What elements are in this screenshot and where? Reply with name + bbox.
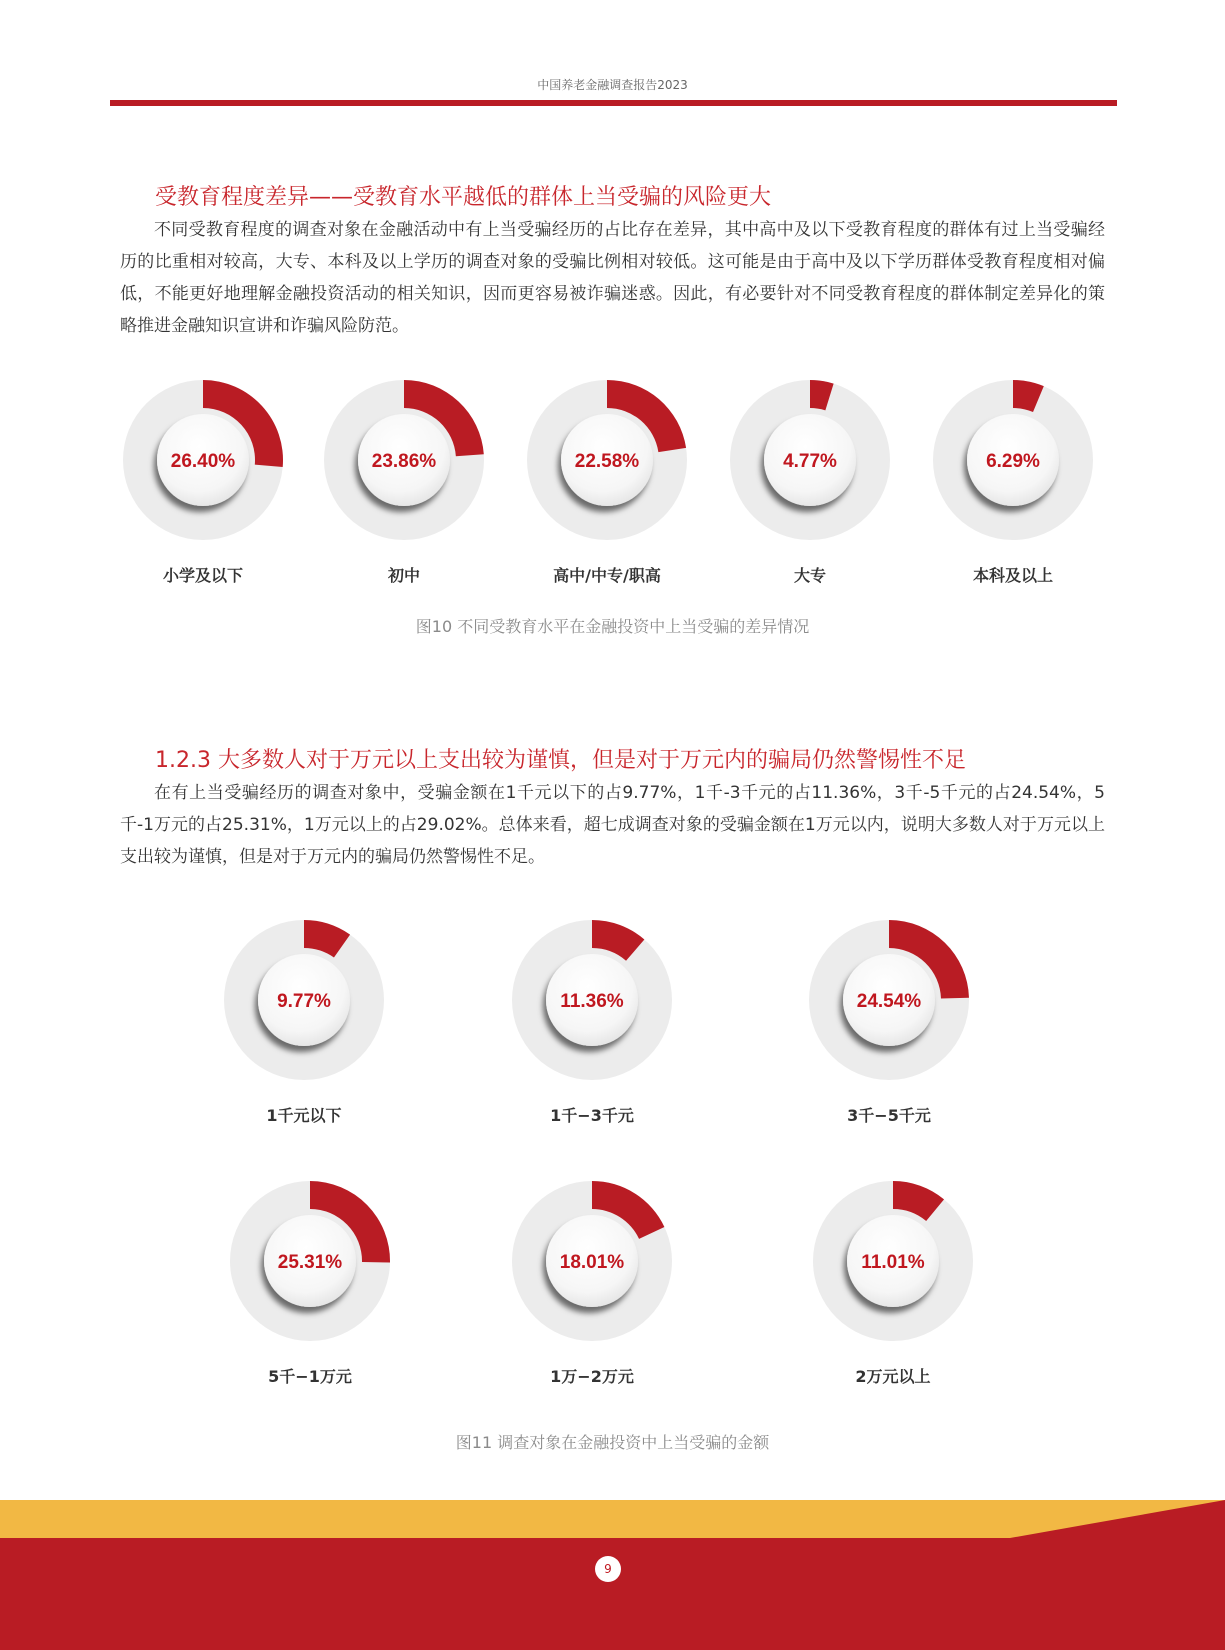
donut-value-label: 4.77%: [783, 451, 837, 472]
donut-category-label: 1万−2万元: [550, 1367, 634, 1386]
donut-value-label: 18.01%: [559, 1252, 625, 1273]
donut-chart: [923, 370, 1103, 550]
donut-category-label: 2万元以上: [855, 1367, 931, 1386]
donut-chart: [517, 370, 697, 550]
donut-value-label: 11.36%: [560, 991, 624, 1012]
figure-11-caption: 图11 调查对象在金融投资中上当受骗的金额: [455, 1433, 770, 1452]
donut-chart: [720, 370, 900, 550]
donut-value-label: 6.29%: [986, 451, 1040, 472]
donut-chart: [502, 910, 682, 1090]
donut-value-label: 9.77%: [277, 991, 331, 1012]
paragraph-text: 在有上当受骗经历的调查对象中，受骗金额在1千元以下的占9.77%，1千-3千元的占11.36%，3千-5千元的占24.54%，5千-1万元的占25.31%，1万元以上的占29.02%。总体来看，超七成调查对象的受骗金额在1万元以内，说明大多数人对于万元以上支出较为谨慎，但是对于万元内的骗局仍然警惕性不足。: [120, 783, 1105, 867]
donut-value-label: 22.58%: [574, 451, 640, 472]
donut-value-label: 26.40%: [170, 451, 236, 472]
header-rule: [110, 100, 1117, 106]
donut-chart: [113, 370, 293, 550]
donut-value-label: 25.31%: [277, 1252, 343, 1273]
donut-value-label: 24.54%: [856, 991, 922, 1012]
paragraph-text: 不同受教育程度的调查对象在金融活动中有上当受骗经历的占比存在差异，其中高中及以下受教育程度的群体有过上当受骗经历的比重相对较高，大专、本科及以上学历的调查对象的受骗比例相对较低。这可能是由于高中及以下学历群体受教育程度相对偏低，不能更好地理解金融投资活动的相关知识，因而更容易被诈骗迷惑。因此，有必要针对不同受教育程度的群体制定差异化的策略推进金融知识宣讲和诈骗风险防范。: [120, 220, 1105, 336]
page-number: 9: [595, 1556, 621, 1582]
donut-category-label: 本科及以上: [972, 566, 1053, 585]
donut-chart: [220, 1171, 400, 1351]
section-heading-education: 受教育程度差异——受教育水平越低的群体上当受骗的风险更大: [155, 185, 772, 210]
donut-category-label: 小学及以下: [162, 566, 243, 585]
donut-chart: [314, 370, 494, 550]
section-paragraph-education: [120, 214, 1105, 342]
donut-value-label: 11.01%: [861, 1252, 925, 1273]
donut-category-label: 初中: [387, 566, 420, 585]
donut-category-label: 1千−3千元: [550, 1106, 634, 1125]
running-header: 中国养老金融调查报告2023: [537, 78, 688, 92]
donut-chart: [799, 910, 979, 1090]
donut-category-label: 1千元以下: [266, 1106, 342, 1125]
figure-10-caption: 图10 不同受教育水平在金融投资中上当受骗的差异情况: [415, 617, 810, 636]
donut-chart: [214, 910, 394, 1090]
section-paragraph-amount: [120, 777, 1105, 873]
donut-category-label: 高中/中专/职高: [553, 566, 661, 585]
donut-category-label: 5千−1万元: [268, 1367, 352, 1386]
donut-category-label: 大专: [793, 566, 826, 585]
donut-value-label: 23.86%: [371, 451, 437, 472]
section-heading-amount: 1.2.3 大多数人对于万元以上支出较为谨慎，但是对于万元内的骗局仍然警惕性不足: [155, 748, 966, 773]
donut-category-label: 3千−5千元: [847, 1106, 931, 1125]
donut-chart: [803, 1171, 983, 1351]
donut-chart: [502, 1171, 682, 1351]
